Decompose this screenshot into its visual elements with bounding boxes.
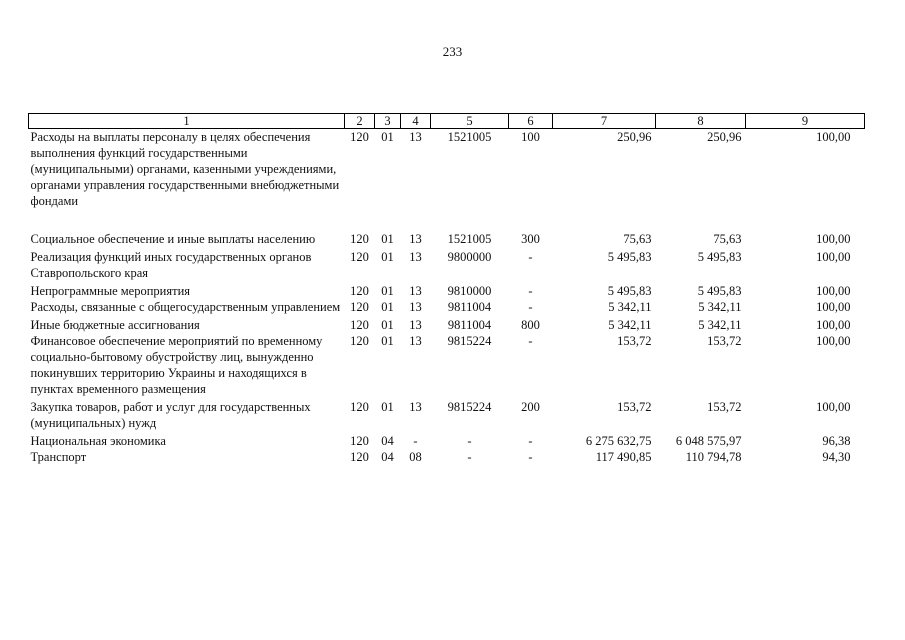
cell-col2: 120 [350,334,369,348]
cell-col8: 153,72 [707,400,742,414]
cell-col6: - [528,334,533,348]
cell-col5: 9811004 [447,300,492,314]
row-label: Социальное обеспечение и иные выплаты населению [30,232,316,246]
cell-col4: 13 [409,250,422,264]
cell-col2: 120 [350,284,369,298]
cell-col5: 9811004 [447,318,492,332]
cell-col6: - [528,434,533,448]
row-label: Транспорт [30,450,87,464]
table-header-row [29,114,865,129]
cell-col7: 117 490,85 [595,450,652,464]
cell-col6: - [528,250,533,264]
cell-col3: 01 [381,250,394,264]
cell-col6: 800 [521,318,540,332]
cell-col3: 01 [381,300,394,314]
cell-col6: - [528,450,533,464]
cell-col4: 13 [409,130,422,144]
cell-col7: 5 342,11 [608,300,652,314]
cell-col9: 100,00 [816,130,851,144]
table-row [29,449,865,465]
cell-col2: 120 [350,232,369,246]
cell-col8: 5 342,11 [698,300,742,314]
table-row [29,299,865,317]
column-header: 6 [509,114,553,129]
cell-col4: - [413,434,418,448]
cell-col5: 9810000 [447,284,492,298]
cell-col2: 120 [350,318,369,332]
cell-col3: 01 [381,400,394,414]
column-header: 7 [553,114,656,129]
cell-col9: 100,00 [816,232,851,246]
column-header: 4 [401,114,431,129]
row-label: Национальная экономика [30,434,166,448]
cell-col7: 5 495,83 [607,284,652,298]
cell-col5: 9815224 [447,334,492,348]
cell-col6: 300 [521,232,540,246]
column-header: 1 [29,114,345,129]
column-header: 3 [375,114,401,129]
column-header: 9 [746,114,865,129]
cell-col4: 08 [409,450,422,464]
cell-col9: 100,00 [816,400,851,414]
cell-col9: 96,38 [822,434,851,448]
cell-col4: 13 [409,334,422,348]
cell-col7: 153,72 [617,334,652,348]
cell-col8: 5 342,11 [698,318,742,332]
cell-col8: 153,72 [707,334,742,348]
cell-col4: 13 [409,284,422,298]
cell-col6: 100 [521,130,540,144]
cell-col6: - [528,284,533,298]
cell-col7: 5 342,11 [608,318,652,332]
table-row [29,317,865,333]
cell-col3: 01 [381,334,394,348]
cell-col3: 04 [381,450,394,464]
cell-col3: 01 [381,318,394,332]
cell-col2: 120 [350,434,369,448]
cell-col8: 75,63 [713,232,742,246]
cell-col2: 120 [350,130,369,144]
cell-col7: 75,63 [623,232,652,246]
cell-col3: 01 [381,284,394,298]
cell-col3: 04 [381,434,394,448]
cell-col8: 250,96 [707,130,742,144]
row-label: Закупка товаров, работ и услуг для государственных (муниципальных) нужд [30,400,311,430]
row-label: Иные бюджетные ассигнования [30,318,200,332]
column-header: 2 [345,114,375,129]
table-row [29,283,865,299]
row-label: Расходы, связанные с общегосударственным управлением [30,300,341,314]
table-row [29,433,865,449]
cell-col5: 9815224 [447,400,492,414]
cell-col7: 6 275 632,75 [585,434,652,448]
cell-col9: 100,00 [816,300,851,314]
cell-col3: 01 [381,232,394,246]
column-header: 8 [656,114,746,129]
row-label: Расходы на выплаты персоналу в целях обеспечения выполнения функций государственными (муниципальными) органами, казенными учреждениями, органами управления государственными внебюджетными фондами [30,130,340,208]
table-row [29,249,865,283]
cell-col5: - [467,450,472,464]
cell-col9: 100,00 [816,334,851,348]
row-label: Непрограммные мероприятия [30,284,191,298]
budget-table [28,113,865,465]
table-row [29,399,865,433]
cell-col5: 9800000 [447,250,492,264]
cell-col8: 5 495,83 [697,250,742,264]
cell-col8: 6 048 575,97 [675,434,742,448]
cell-col8: 5 495,83 [697,284,742,298]
cell-col4: 13 [409,232,422,246]
cell-col9: 94,30 [822,450,851,464]
column-header: 5 [431,114,509,129]
cell-col7: 153,72 [617,400,652,414]
cell-col3: 01 [381,130,394,144]
cell-col9: 100,00 [816,284,851,298]
cell-col5: 1521005 [447,130,492,144]
cell-col2: 120 [350,450,369,464]
table-row [29,129,865,232]
cell-col2: 120 [350,250,369,264]
cell-col5: 1521005 [447,232,492,246]
cell-col4: 13 [409,400,422,414]
cell-col9: 100,00 [816,318,851,332]
cell-col9: 100,00 [816,250,851,264]
cell-col4: 13 [409,300,422,314]
cell-col8: 110 794,78 [685,450,742,464]
cell-col6: - [528,300,533,314]
cell-col7: 5 495,83 [607,250,652,264]
cell-col2: 120 [350,400,369,414]
row-label: Реализация функций иных государственных органов Ставропольского края [30,250,312,280]
cell-col6: 200 [521,400,540,414]
cell-col7: 250,96 [617,130,652,144]
page-number: 233 [442,44,463,59]
cell-col2: 120 [350,300,369,314]
row-label: Финансовое обеспечение мероприятий по временному социально-бытовому обустройству лиц, вынужденно покинувших территорию Украины и находящихся в пунктах временного размещения [30,334,323,396]
table-row [29,333,865,399]
cell-col4: 13 [409,318,422,332]
cell-col5: - [467,434,472,448]
table-row [29,231,865,249]
